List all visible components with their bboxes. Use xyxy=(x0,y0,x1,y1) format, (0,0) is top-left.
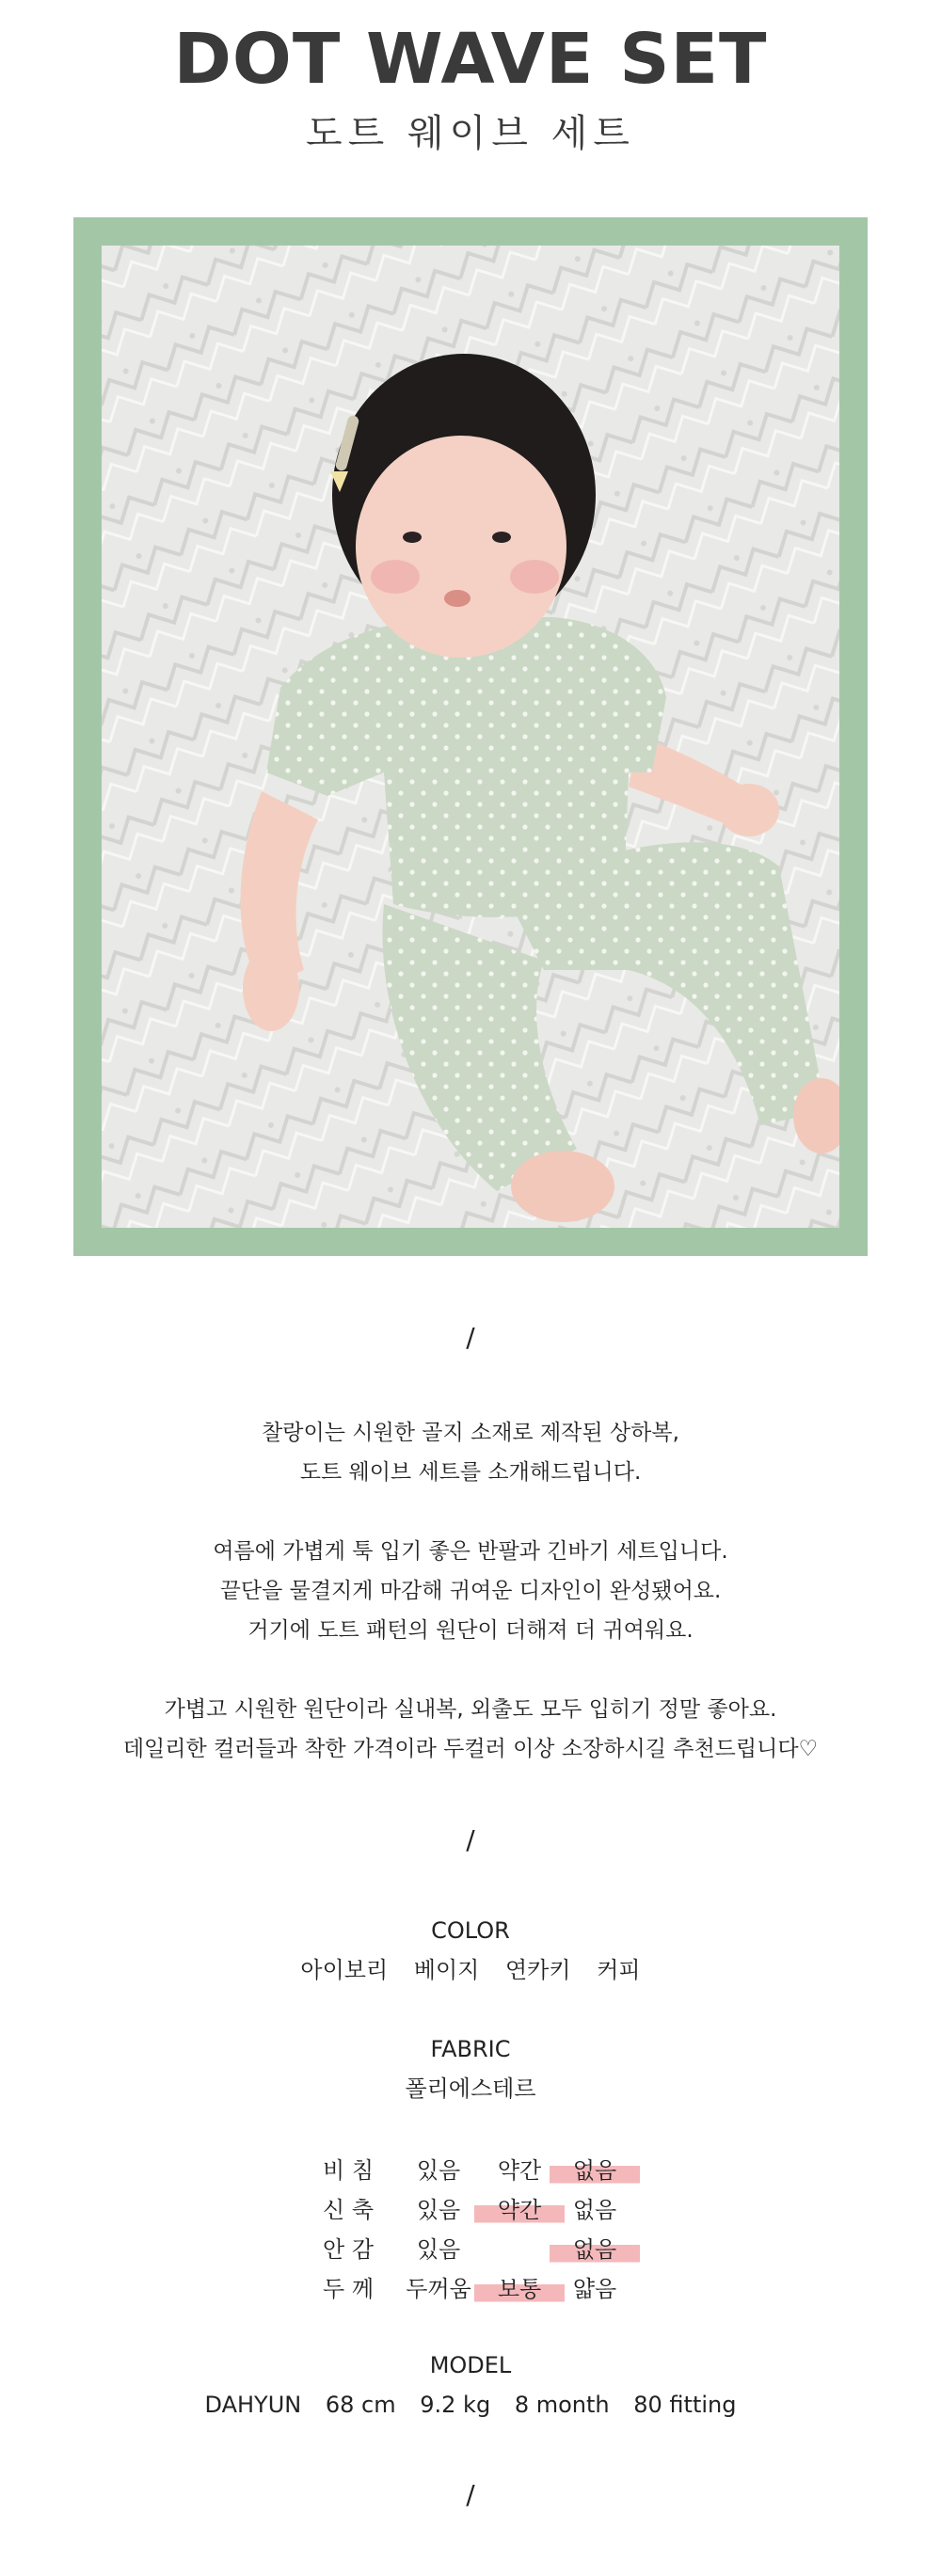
model-info xyxy=(0,2386,941,2424)
description-paragraph-3 xyxy=(0,1690,941,1769)
description-line: 여름에 가볍게 툭 입기 좋은 반팔과 긴바기 세트입니다. xyxy=(213,1539,728,1564)
property-option: 두꺼움 xyxy=(406,2276,471,2302)
model-fitting: 80 fitting xyxy=(633,2392,737,2418)
description-line: 데일리한 컬러들과 착한 가격이라 두컬러 이상 소장하시길 추천드립니다♡ xyxy=(122,1737,819,1761)
fabric-label: FABRIC xyxy=(430,2036,511,2062)
color-option: 베이지 xyxy=(413,1957,480,1983)
fabric-property-chart xyxy=(311,2151,630,2309)
property-option: 없음 xyxy=(572,2197,617,2223)
product-subtitle: 도트 웨이브 세트 xyxy=(306,112,635,155)
description-line: 도트 웨이브 세트를 소개해드립니다. xyxy=(299,1460,642,1485)
property-name: 안 감 xyxy=(323,2236,374,2263)
property-option: 없음 xyxy=(550,2151,640,2190)
section-divider-1: / xyxy=(466,1322,475,1353)
description-line: 끝단을 물결지게 마감해 귀여운 디자인이 완성됐어요. xyxy=(219,1579,722,1603)
description-line: 거기에 도트 패턴의 원단이 더해져 더 귀여워요. xyxy=(247,1618,694,1643)
description-paragraph-2 xyxy=(0,1532,941,1650)
property-option: 있음 xyxy=(416,2236,461,2263)
model-age: 8 month xyxy=(514,2392,610,2418)
model-weight: 9.2 kg xyxy=(420,2392,491,2418)
description-line: 가볍고 시원한 원단이라 실내복, 외출도 모두 입히기 정말 좋아요. xyxy=(164,1697,777,1722)
baby-photo-illustration xyxy=(102,246,839,1228)
description-line: 찰랑이는 시원한 골지 소재로 제작된 상하복, xyxy=(262,1421,679,1445)
property-option: 얇음 xyxy=(572,2276,617,2302)
description-paragraph-1 xyxy=(0,1413,941,1492)
color-option: 아이보리 xyxy=(300,1957,389,1983)
color-label: COLOR xyxy=(431,1917,510,1944)
color-option: 연카키 xyxy=(505,1957,571,1983)
model-name: DAHYUN xyxy=(204,2392,302,2418)
model-label: MODEL xyxy=(429,2352,512,2378)
property-row xyxy=(311,2151,630,2190)
property-option: 보통 xyxy=(474,2269,565,2309)
section-divider-2: / xyxy=(466,1824,475,1855)
fabric-value: 폴리에스테르 xyxy=(405,2075,536,2102)
property-option: 있음 xyxy=(416,2157,461,2184)
color-options xyxy=(0,1951,941,1989)
section-divider-3: / xyxy=(466,2479,475,2510)
property-option: 약간 xyxy=(474,2190,565,2230)
product-photo xyxy=(102,246,839,1228)
model-height: 68 cm xyxy=(325,2392,396,2418)
property-name: 신 축 xyxy=(323,2197,374,2223)
color-option: 커피 xyxy=(597,1957,641,1983)
property-name: 두 께 xyxy=(323,2276,374,2302)
property-name: 비 침 xyxy=(323,2157,374,2184)
property-row xyxy=(311,2230,630,2269)
property-option: 약간 xyxy=(497,2157,542,2184)
property-row xyxy=(311,2190,630,2230)
property-option: 없음 xyxy=(550,2230,640,2269)
product-title: DOT WAVE SET xyxy=(173,19,768,100)
property-option: 있음 xyxy=(416,2197,461,2223)
product-photo-frame xyxy=(73,217,868,1256)
property-row xyxy=(311,2269,630,2309)
